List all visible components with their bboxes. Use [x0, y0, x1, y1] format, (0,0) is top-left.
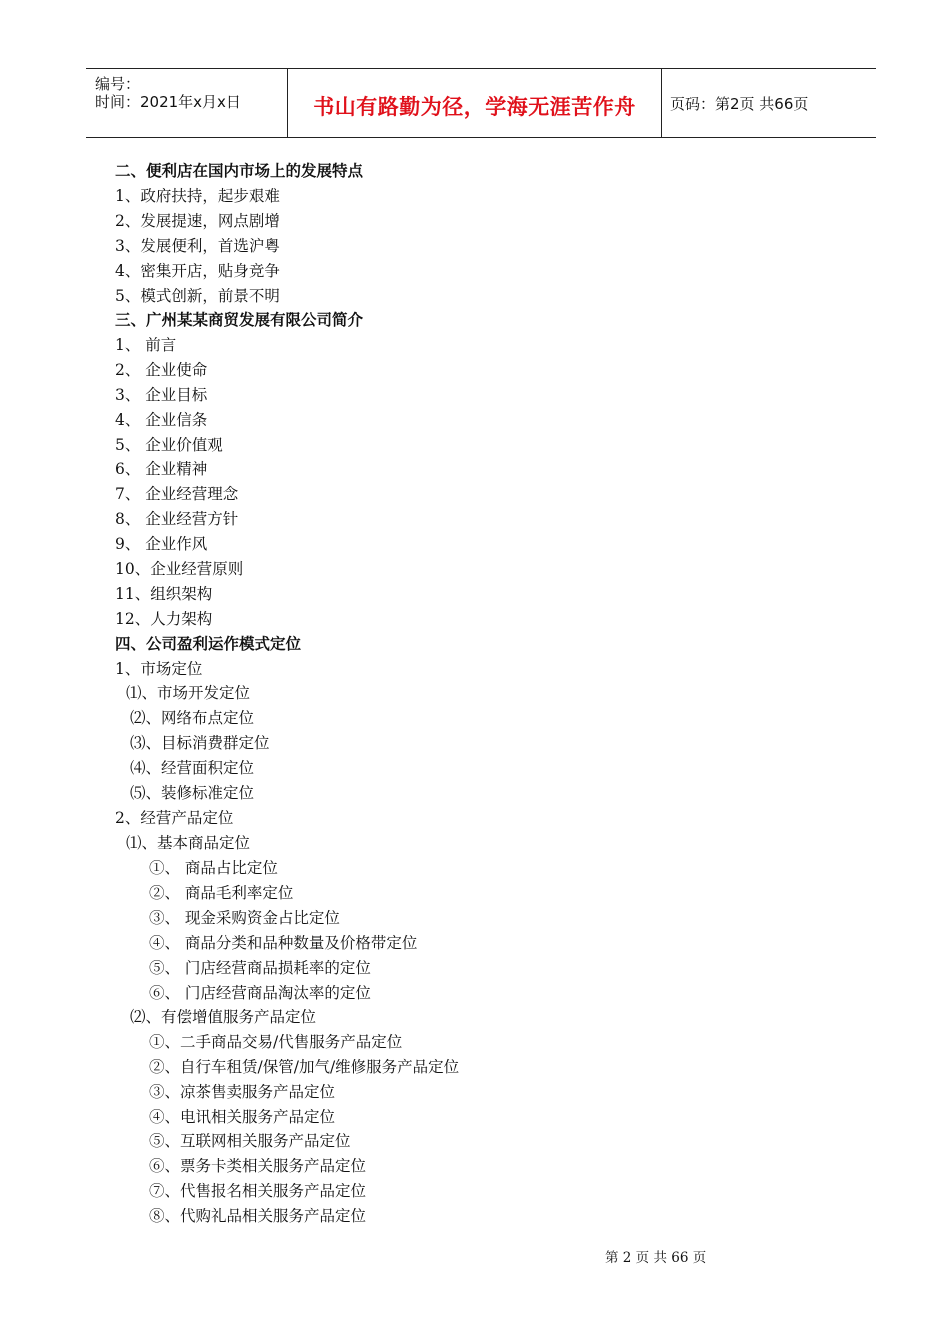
list-item: 2、 企业使命: [115, 361, 208, 379]
header-motto-cell: [287, 69, 662, 137]
time-label: 时间：2021年x月x日: [95, 93, 241, 111]
list-item: 10、企业经营原则: [115, 560, 244, 578]
nested-list-item: ③、凉茶售卖服务产品定位: [149, 1083, 336, 1101]
serial-label: 编号：: [95, 75, 141, 93]
section-heading: 三、广州某某商贸发展有限公司简介: [115, 311, 364, 329]
nested-list-item: ⑤、互联网相关服务产品定位: [149, 1132, 351, 1150]
page-header: [86, 68, 876, 138]
motto-text: 书山有路勤为径，学海无涯苦作舟: [313, 95, 636, 119]
sub-list-item: ⑴、基本商品定位: [126, 834, 251, 852]
section-heading: 二、便利店在国内市场上的发展特点: [115, 162, 364, 180]
sub-list-item: ⑵、网络布点定位: [130, 709, 255, 727]
list-item: 3、发展便利，首选沪粤: [115, 237, 280, 255]
list-item: 1、 前言: [115, 336, 177, 354]
sub-list-item: ⑶、目标消费群定位: [130, 734, 270, 752]
list-item: 4、 企业信条: [115, 411, 208, 429]
list-item: 9、 企业作风: [115, 535, 208, 553]
nested-list-item: ②、 商品毛利率定位: [149, 884, 294, 902]
list-item: 5、模式创新，前景不明: [115, 287, 280, 305]
header-page-cell: [661, 69, 876, 137]
nested-list-item: ④、 商品分类和品种数量及价格带定位: [149, 934, 418, 952]
section-heading: 四、公司盈利运作模式定位: [115, 635, 302, 653]
list-item: 8、 企业经营方针: [115, 510, 239, 528]
list-item: 6、 企业精神: [115, 460, 208, 478]
list-item: 2、发展提速，网点剧增: [115, 212, 280, 230]
nested-list-item: ⑥、 门店经营商品淘汰率的定位: [149, 984, 371, 1002]
sub-list-item: ⑵、有偿增值服务产品定位: [130, 1008, 317, 1026]
nested-list-item: ②、自行车租赁/保管/加气/维修服务产品定位: [149, 1058, 460, 1076]
nested-list-item: ①、二手商品交易/代售服务产品定位: [149, 1033, 403, 1051]
list-item: 1、市场定位: [115, 660, 203, 678]
list-item: 11、组织架构: [115, 585, 213, 603]
page-footer: 第 2 页 共 66 页: [605, 1250, 707, 1266]
nested-list-item: ⑦、代售报名相关服务产品定位: [149, 1182, 367, 1200]
list-item: 7、 企业经营理念: [115, 485, 239, 503]
list-item: 12、人力架构: [115, 610, 213, 628]
header-meta-cell: [86, 69, 287, 137]
sub-list-item: ⑷、经营面积定位: [130, 759, 255, 777]
nested-list-item: ⑥、票务卡类相关服务产品定位: [149, 1157, 367, 1175]
nested-list-item: ⑤、 门店经营商品损耗率的定位: [149, 959, 371, 977]
list-item: 4、密集开店，贴身竞争: [115, 262, 280, 280]
list-item: 3、 企业目标: [115, 386, 208, 404]
sub-list-item: ⑸、装修标准定位: [130, 784, 255, 802]
nested-list-item: ⑧、代购礼品相关服务产品定位: [149, 1207, 367, 1225]
nested-list-item: ④、电讯相关服务产品定位: [149, 1108, 336, 1126]
list-item: 1、政府扶持，起步艰难: [115, 187, 280, 205]
sub-list-item: ⑴、市场开发定位: [126, 684, 251, 702]
nested-list-item: ③、 现金采购资金占比定位: [149, 909, 340, 927]
page-info: 页码：第2页 共66页: [670, 95, 809, 113]
nested-list-item: ①、 商品占比定位: [149, 859, 278, 877]
list-item: 2、经营产品定位: [115, 809, 234, 827]
list-item: 5、 企业价值观: [115, 436, 223, 454]
